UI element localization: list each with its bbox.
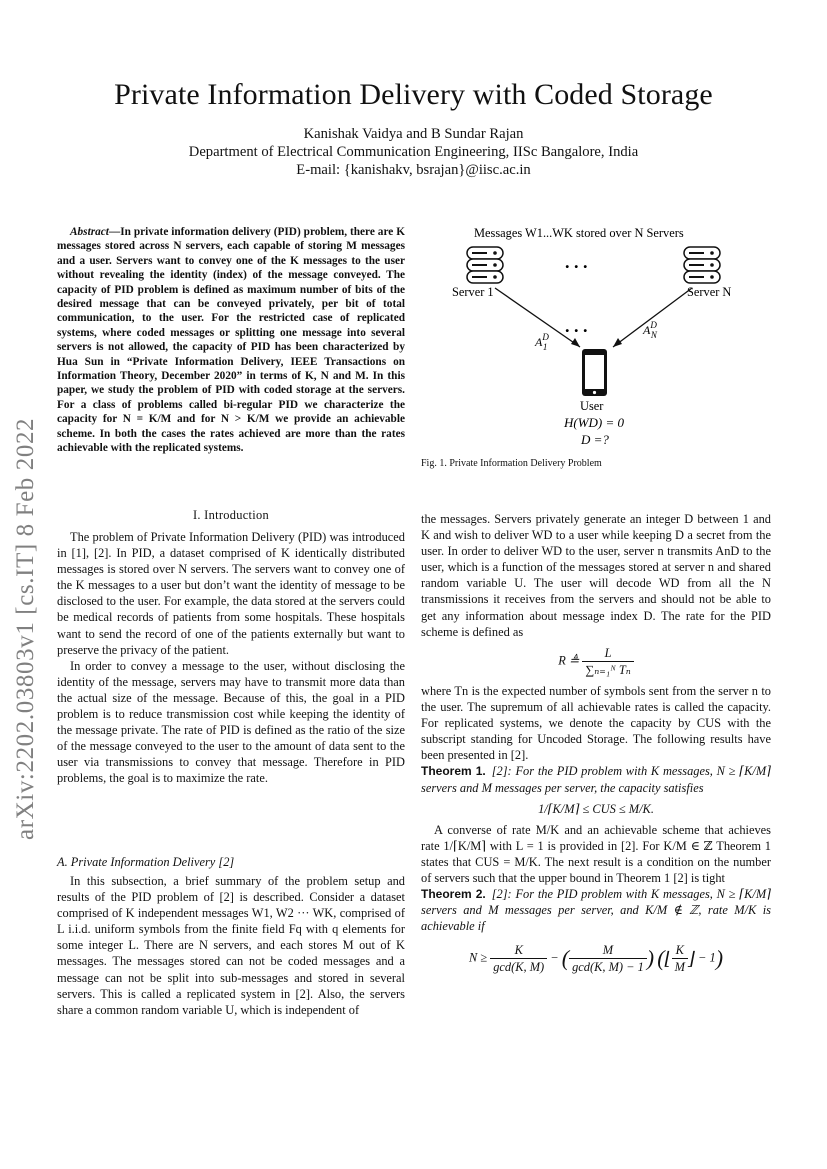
theorem-2-label: Theorem 2. bbox=[421, 887, 486, 902]
thm2-f2-num: M bbox=[569, 942, 647, 959]
intro-paragraph-1: The problem of Private Information Delivery (PID) was introduced in [1], [2]. In PID, a dataset comprised of K identically distributed messages is stored over N servers. The servers want to convey one of the K messages to a user but don’t want the identity of message to be disclosed to the user. For example, the data stored at the servers could be medical records of patients from some hospitals. These hospitals want to send the record of one of the patients externally but want to preserve the privacy of the patient. bbox=[57, 530, 405, 657]
rate-eq-numerator: L bbox=[582, 645, 633, 662]
abstract-text: —In private information delivery (PID) problem, there are K messages stored across N servers, each capable of storing M messages and a user. Servers want to convey one of the K messages to the user without revealing the identity (index) of the message conveyed. The capacity of PID problem is defined as maximum number of bits of the desired message that can be conveyed privately, per bit of total communication, to the user. For the restricted case of replicated systems, where coded messages or splitting one message into several servers is not allowed, the capacity of PID has been characterized by Hua Sun in “Private Information Delivery, IEEE Transactions on Information Theory, December 2020” in terms of K, N and M. In this paper, we study the problem of PID with coded storage at the servers. For a class of problems called bi-regular PID we characterize the capacity for N = K/M and for N > K/M we provide an achievable scheme. In both the cases the rates achieved are more than the rates achievable with the replicated systems. bbox=[57, 226, 405, 455]
theorem-1-label: Theorem 1. bbox=[421, 764, 486, 779]
intro-column-1 bbox=[57, 529, 405, 787]
phone-icon bbox=[582, 349, 607, 396]
thm2-f1-num: K bbox=[490, 942, 547, 959]
theorem-1 bbox=[421, 763, 771, 795]
arrowhead-1 bbox=[571, 338, 580, 347]
email: E-mail: {kanishakv, bsrajan}@iisc.ac.in bbox=[296, 162, 531, 178]
transmission-dots: . . . bbox=[565, 316, 588, 336]
thm2-f3-den: M bbox=[674, 960, 685, 975]
server-1-icon bbox=[467, 247, 503, 283]
subsection-paragraph: In this subsection, a brief summary of the problem setup and results of the PID problem of [2] is described. Consider a dataset comprised of K independent messages W1, W2 ··· WK, comprised of L i.i.d. uniform symbols from the finite field Fq with q elements for some integer L. There are N servers, and each stores M out of K messages. The messages stored can not be coded messages and a message can not be split into sub-messages and stored in several servers. This is called a replicated system in [2]. Also, the servers share a common random variable U, which is independent of bbox=[57, 874, 405, 1017]
theorem-2-text: [2]: For the PID problem with K messages, N ≥ ⌈K/M⌉ servers and M messages per server, and K/M ∉ ℤ, rate M/K is achievable if bbox=[421, 887, 771, 934]
server-1-label: Server 1 bbox=[452, 285, 494, 299]
thm2-fraction-3 bbox=[672, 942, 688, 975]
a1-label: $A^D$ 1 bbox=[535, 332, 549, 352]
thm2-minus: − bbox=[550, 950, 559, 965]
col2-paragraph-3: A converse of rate M/K and an achievable scheme that achieves rate 1/⌈K/M⌉ with L = 1 is provided in [2]. For K/M ∈ ℤ Theorem 1 states that CUS = M/K. The next result is a condition on the number of servers such that the upper bound in Theorem 1 [2] is tight bbox=[421, 822, 771, 885]
thm2-tail: − 1 bbox=[698, 950, 716, 965]
theorem-2-equation: N ≥ $\frac{K}{\gcd(K, M)}$ − ( $\frac{M}{\gcd(K, M) - 1}$ ) (⌊ $\frac{K}{M}$ ⌋ − 1) bbox=[468, 943, 724, 975]
rate-eq-lhs: R ≜ bbox=[558, 653, 580, 668]
theorem-1-text: [2]: For the PID problem with K messages, N ≥ ⌈K/M⌉ servers and M messages per server, the capacity satisfies bbox=[421, 764, 771, 795]
intro-paragraph-2: In order to convey a message to the user, without disclosing the identity of the message, servers may have to transmit more data than the actual size of the message. Because of this, the goal in a PID problem is to reduce transmission cost while keeping the identity of the message private. The rate of PID is defined as the ratio of the size of the message conveyed to the user to the amount of data sent to the user via transmissions to convey that message. Therefore in PID problems, the goal is to maximize the rate. bbox=[57, 658, 405, 786]
server-n-icon bbox=[684, 247, 720, 283]
entropy-label: H(WD) = 0 bbox=[564, 415, 625, 430]
arrowhead-n bbox=[613, 338, 622, 347]
server-n-label: Server N bbox=[687, 285, 732, 299]
col2-paragraph-2: where Tn is the expected number of symbols sent from the server n to the user. The supremum of all achievable rates is called the capacity. For replicated systems, we denote the capacity by CUS with the subscript standing for Uncoded Storage. The following results have been presented in [2]. bbox=[421, 683, 771, 763]
an-label: $A^D$ N bbox=[643, 320, 657, 340]
user-label: User bbox=[580, 399, 604, 413]
thm2-fraction-1 bbox=[490, 942, 547, 975]
affiliation: Department of Electrical Communication Engineering, IISc Bangalore, India bbox=[188, 144, 639, 160]
abstract-label: Abstract bbox=[70, 226, 109, 238]
subsection-body bbox=[57, 873, 405, 1018]
abstract bbox=[57, 225, 405, 456]
author-block bbox=[0, 125, 827, 179]
rate-equation bbox=[421, 645, 771, 678]
figure-caption: Fig. 1. Private Information Delivery Problem bbox=[421, 458, 602, 469]
thm2-fraction-2 bbox=[569, 942, 647, 975]
question-label: D =? bbox=[581, 432, 609, 447]
thm2-eq-lhs: N ≥ bbox=[468, 950, 488, 965]
arxiv-stamp: arXiv:2202.03803v1 [cs.IT] 8 Feb 2022 bbox=[12, 417, 39, 840]
figure-top-label: Messages W1...WK stored over N Servers bbox=[474, 226, 684, 240]
authors: Kanishak Vaidya and B Sundar Rajan bbox=[303, 126, 524, 142]
col2-paragraph-1: the messages. Servers privately generate an integer D between 1 and K and wish to deliver WD to a user while keeping D a secret from the user. In order to deliver WD to the user, server n transmits AnD to the user, which is a function of the messages stored at server n and shared random variable U. The user will decode WD from all the N transmissions it receives from the servers and should not be able to get any information about message index D. The rate for the PID scheme is defined as bbox=[421, 512, 771, 639]
paper-title: Private Information Delivery with Coded Storage bbox=[114, 78, 713, 111]
pid-figure bbox=[440, 222, 770, 452]
server-dots: . . . bbox=[565, 252, 588, 272]
thm2-f1-den: gcd(K, M) bbox=[493, 960, 545, 975]
rate-eq-denominator: ∑ₙ₌₁ᴺ Tₙ bbox=[585, 662, 631, 677]
thm2-f3-num: K bbox=[672, 942, 688, 959]
rate-eq-fraction bbox=[582, 645, 633, 678]
thm2-f2-den: gcd(K, M) − 1 bbox=[572, 960, 644, 975]
section-heading: I. Introduction bbox=[192, 508, 270, 522]
theorem-2 bbox=[421, 886, 771, 934]
subsection-heading: A. Private Information Delivery [2] bbox=[57, 855, 235, 869]
column-2 bbox=[421, 511, 771, 981]
theorem-1-equation: 1/⌈K/M⌉ ≤ CUS ≤ M/K. bbox=[538, 801, 654, 816]
